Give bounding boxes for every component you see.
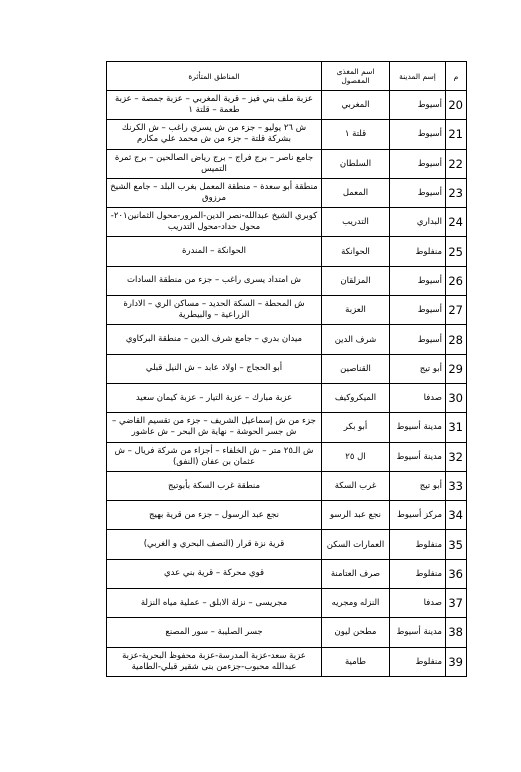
- row-city: صدفا: [390, 383, 446, 412]
- row-number: 26: [446, 266, 467, 295]
- row-affected-areas: قرية نزة قرار (النصف البحري و الغربي): [107, 530, 322, 559]
- row-number: 21: [446, 120, 467, 149]
- row-city: منفلوط: [390, 237, 446, 266]
- row-affected-areas: جسر الصليبة – سور المصنع: [107, 618, 322, 647]
- row-number: 24: [446, 208, 467, 237]
- row-number: 37: [446, 589, 467, 618]
- row-city: أسيوط: [390, 91, 446, 120]
- row-source-feeder: السلطان: [322, 149, 390, 178]
- row-source-feeder: النزله ومجريه: [322, 589, 390, 618]
- row-city: مركز أسيوط: [390, 501, 446, 530]
- row-number: 38: [446, 618, 467, 647]
- row-source-feeder: الحوانكة: [322, 237, 390, 266]
- row-number: 33: [446, 471, 467, 500]
- row-city: منفلوط: [390, 530, 446, 559]
- table-row: [107, 354, 467, 383]
- row-city: أسيوط: [390, 296, 446, 325]
- header-city: إسم المدينة: [390, 62, 446, 91]
- row-city: أبو تيج: [390, 471, 446, 500]
- row-source-feeder: المعمل: [322, 178, 390, 207]
- row-city: أسيوط: [390, 266, 446, 295]
- row-source-feeder: ال ٢٥: [322, 442, 390, 471]
- table-row: [107, 501, 467, 530]
- table-row: [107, 296, 467, 325]
- row-number: 39: [446, 647, 467, 676]
- table-row: [107, 413, 467, 442]
- table-header-row: [107, 62, 467, 91]
- row-source-feeder: العزبة: [322, 296, 390, 325]
- table-row: [107, 589, 467, 618]
- row-city: مدينة أسيوط: [390, 618, 446, 647]
- row-city: مدينة أسيوط: [390, 413, 446, 442]
- row-affected-areas: ش المحطة – السكة الحديد – مساكن الري – الادارة الزراعية – والبيطرية: [107, 296, 322, 325]
- row-number: 29: [446, 354, 467, 383]
- row-affected-areas: كوبري الشيخ عبدالله-نصر الدين-المرور-محول الثمانين٢٠١-محول حداد-محول التدريب: [107, 208, 322, 237]
- header-affected-areas: المناطق المتأثرة: [107, 62, 322, 91]
- header-source-feeder: اسم المغذى المفصول: [322, 62, 390, 91]
- row-number: 30: [446, 383, 467, 412]
- table-row: [107, 266, 467, 295]
- table-body: [107, 91, 467, 677]
- row-affected-areas: جامع ناصر – برج فراج – برج رياض الصالحين – برج ثمرة التميس: [107, 149, 322, 178]
- row-number: 22: [446, 149, 467, 178]
- affected-areas-table: [106, 61, 467, 677]
- row-affected-areas: الحوانكة – المندرة: [107, 237, 322, 266]
- row-source-feeder: القناصين: [322, 354, 390, 383]
- row-number: 27: [446, 296, 467, 325]
- row-source-feeder: أبو بكر: [322, 413, 390, 442]
- row-number: 36: [446, 559, 467, 588]
- row-source-feeder: العمارات السكن: [322, 530, 390, 559]
- table-row: [107, 442, 467, 471]
- table-row: [107, 559, 467, 588]
- row-affected-areas: مجريسى – نزلة الابلق – عملية مياه النزلة: [107, 589, 322, 618]
- row-city: مدينة أسيوط: [390, 442, 446, 471]
- row-city: أبو تيج: [390, 354, 446, 383]
- row-city: منفلوط: [390, 647, 446, 676]
- row-number: 28: [446, 325, 467, 354]
- table-row: [107, 91, 467, 120]
- row-city: أسيوط: [390, 120, 446, 149]
- row-source-feeder: مطحن ليون: [322, 618, 390, 647]
- row-affected-areas: منطقة غرب السكة بأبوتيج: [107, 471, 322, 500]
- row-affected-areas: ش امتداد يسرى راغب – جزء من منطقة السادات: [107, 266, 322, 295]
- row-source-feeder: التدريب: [322, 208, 390, 237]
- row-affected-areas: عزبة مبارك – عزبة التيار – عزبة كيمان سعيد: [107, 383, 322, 412]
- row-source-feeder: المغربي: [322, 91, 390, 120]
- row-source-feeder: قلتة ١: [322, 120, 390, 149]
- table-row: [107, 530, 467, 559]
- row-number: 35: [446, 530, 467, 559]
- table-row: [107, 325, 467, 354]
- row-affected-areas: قوي محركة – قرية بني عدي: [107, 559, 322, 588]
- row-source-feeder: الميكروكيف: [322, 383, 390, 412]
- row-city: البداري: [390, 208, 446, 237]
- row-affected-areas: أبو الحجاج – اولاد عابد – ش النيل قبلي: [107, 354, 322, 383]
- row-source-feeder: صرف العتامنة: [322, 559, 390, 588]
- row-affected-areas: ميدان بدري – جامع شرف الدين – منطقة البركاوي: [107, 325, 322, 354]
- table-row: [107, 471, 467, 500]
- row-affected-areas: ش ٢٦ يوليو – جزء من ش يسري راغب – ش الكرنك بشركة قلتة – جزء من ش محمد علي مكارم: [107, 120, 322, 149]
- row-number: 34: [446, 501, 467, 530]
- row-affected-areas: منطقة أبو سعدة – منطقة المعمل بغرب البلد – جامع الشيخ مرزوق: [107, 178, 322, 207]
- row-affected-areas: ش الـ٢٥ متر – ش الخلفاء – أجزاء من شركة فريال – ش عثمان بن عفان (النفق): [107, 442, 322, 471]
- row-source-feeder: غرب السكة: [322, 471, 390, 500]
- row-affected-areas: عزبة سعد-عزبة المدرسة-عزبة محفوظ البحرية-عزبة عبدالله محبوب-جزءمن بنى شقير قبلي-الطامية: [107, 647, 322, 676]
- row-city: منفلوط: [390, 559, 446, 588]
- table-row: [107, 120, 467, 149]
- row-affected-areas: جزء من ش إسماعيل الشريف – جزء من تقسيم القاضي – ش جسر الحوشة – نهاية ش البحر – ش عاشور: [107, 413, 322, 442]
- row-city: أسيوط: [390, 149, 446, 178]
- row-affected-areas: نجع عبد الرسول – جزء من قرية بهيج: [107, 501, 322, 530]
- table-row: [107, 237, 467, 266]
- table-row: [107, 618, 467, 647]
- row-number: 23: [446, 178, 467, 207]
- row-source-feeder: نجع عبد الرسو: [322, 501, 390, 530]
- row-source-feeder: طامية: [322, 647, 390, 676]
- table-row: [107, 383, 467, 412]
- table-row: [107, 149, 467, 178]
- row-source-feeder: شرف الدين: [322, 325, 390, 354]
- row-affected-areas: عزبة ملف بني فيز – قرية المغربي – عزبة جمصة – عزبة طعمة – قلتة ١: [107, 91, 322, 120]
- header-number: م: [446, 62, 467, 91]
- row-city: أسيوط: [390, 325, 446, 354]
- table-row: [107, 178, 467, 207]
- table-row: [107, 208, 467, 237]
- table-row: [107, 647, 467, 676]
- row-number: 32: [446, 442, 467, 471]
- row-number: 20: [446, 91, 467, 120]
- row-city: صدفا: [390, 589, 446, 618]
- row-number: 31: [446, 413, 467, 442]
- row-source-feeder: المزلقان: [322, 266, 390, 295]
- row-number: 25: [446, 237, 467, 266]
- row-city: أسيوط: [390, 178, 446, 207]
